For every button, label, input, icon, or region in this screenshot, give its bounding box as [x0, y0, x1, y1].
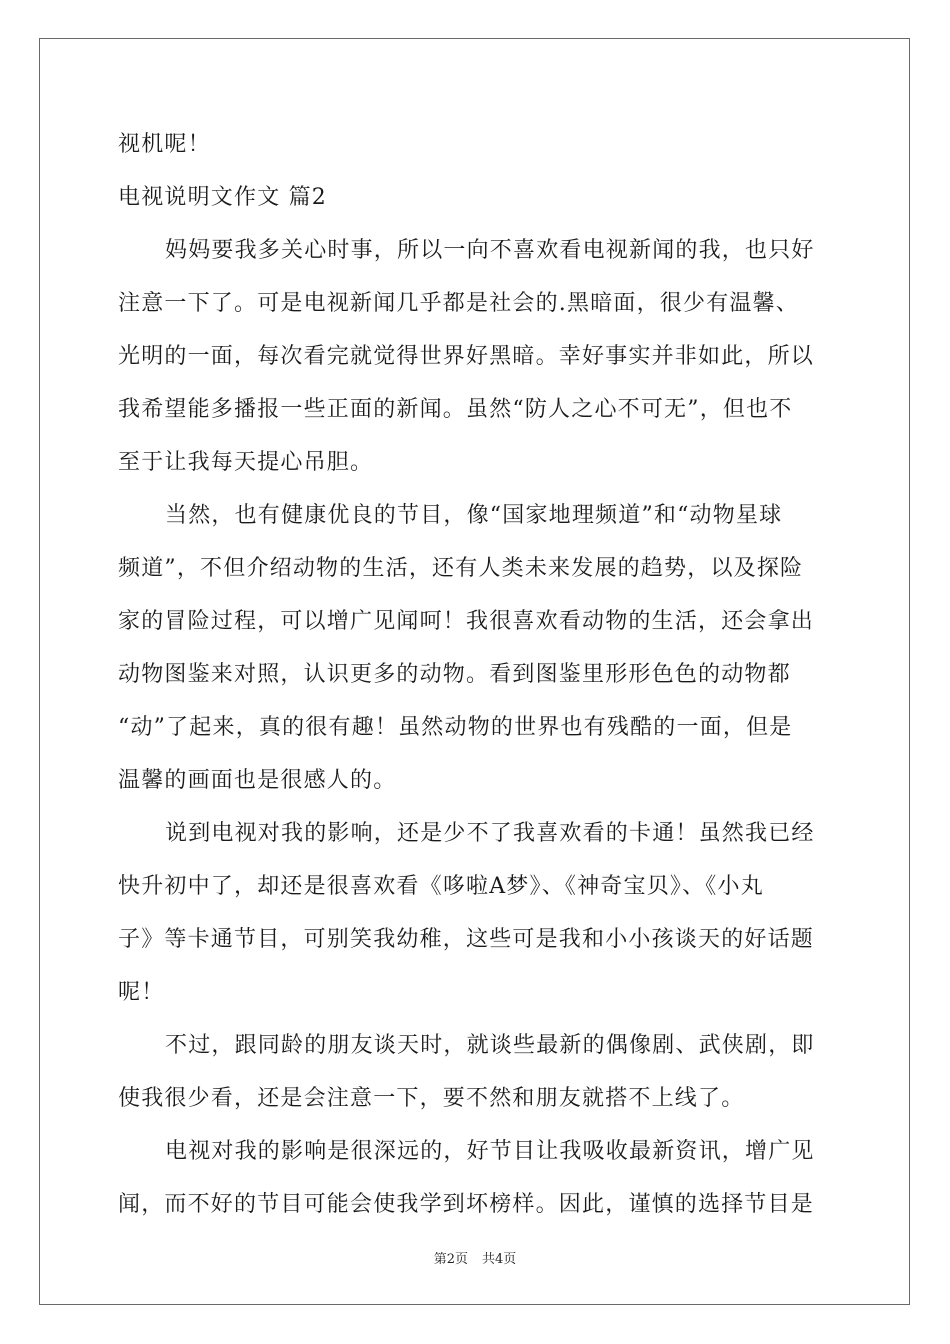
paragraph-4 [118, 1027, 834, 1117]
paragraph-5 [118, 1133, 834, 1223]
text-line: 光明的一面，每次看完就觉得世界好黑暗。幸好事实并非如此，所以 [118, 344, 815, 369]
text-line: 频道”，不但介绍动物的生活，还有人类未来发展的趋势，以及探险 [118, 556, 804, 581]
text-line: 电视对我的影响是很深远的，好节目让我吸收最新资讯，增广见 [165, 1139, 815, 1164]
paragraph-1 [118, 232, 834, 481]
text-line: “动”了起来，真的很有趣！虽然动物的世界也有残酷的一面，但是 [118, 715, 793, 740]
text-line: 闻，而不好的节目可能会使我学到坏榜样。因此，谨慎的选择节目是 [118, 1192, 815, 1217]
paragraph-3 [118, 815, 834, 1011]
text-line: 说到电视对我的影响，还是少不了我喜欢看的卡通！虽然我已经 [165, 821, 815, 846]
text-line: 我希望能多播报一些正面的新闻。虽然“防人之心不可无”，但也不 [118, 397, 793, 422]
text-line: 妈妈要我多关心时事，所以一向不喜欢看电视新闻的我，也只好 [165, 238, 815, 263]
document-body [118, 126, 834, 1223]
text-line: 使我很少看，还是会注意一下，要不然和朋友就搭不上线了。 [118, 1086, 745, 1111]
page-footer [0, 1248, 950, 1267]
page-number: 第2页 [433, 1252, 468, 1267]
text-line: 温馨的画面也是很感人的。 [118, 768, 397, 793]
text-line: 家的冒险过程，可以增广见闻呵！我很喜欢看动物的生活，还会拿出 [118, 609, 815, 634]
text-line: 当然，也有健康优良的节目，像“国家地理频道”和“动物星球 [165, 503, 783, 528]
text-line: 快升初中了，却还是很喜欢看《哆啦A梦》、《神奇宝贝》、《小丸 [118, 874, 764, 899]
page-total: 共4页 [482, 1252, 517, 1267]
paragraph-2 [118, 497, 834, 799]
section-heading: 电视说明文作文 篇2 [118, 185, 327, 210]
text-line: 至于让我每天提心吊胆。 [118, 450, 374, 475]
text-line: 注意一下了。可是电视新闻几乎都是社会的.黑暗面，很少有温馨、 [118, 291, 799, 316]
text-line: 呢！ [118, 980, 165, 1005]
text-line: 不过，跟同龄的朋友谈天时，就谈些最新的偶像剧、武侠剧，即 [165, 1033, 815, 1058]
text-line: 子》等卡通节目，可别笑我幼稚，这些可是我和小小孩谈天的好话题 [118, 927, 815, 952]
text-line: 视机呢！ [118, 132, 211, 157]
text-line: 动物图鉴来对照，认识更多的动物。看到图鉴里形形色色的动物都 [118, 662, 791, 687]
